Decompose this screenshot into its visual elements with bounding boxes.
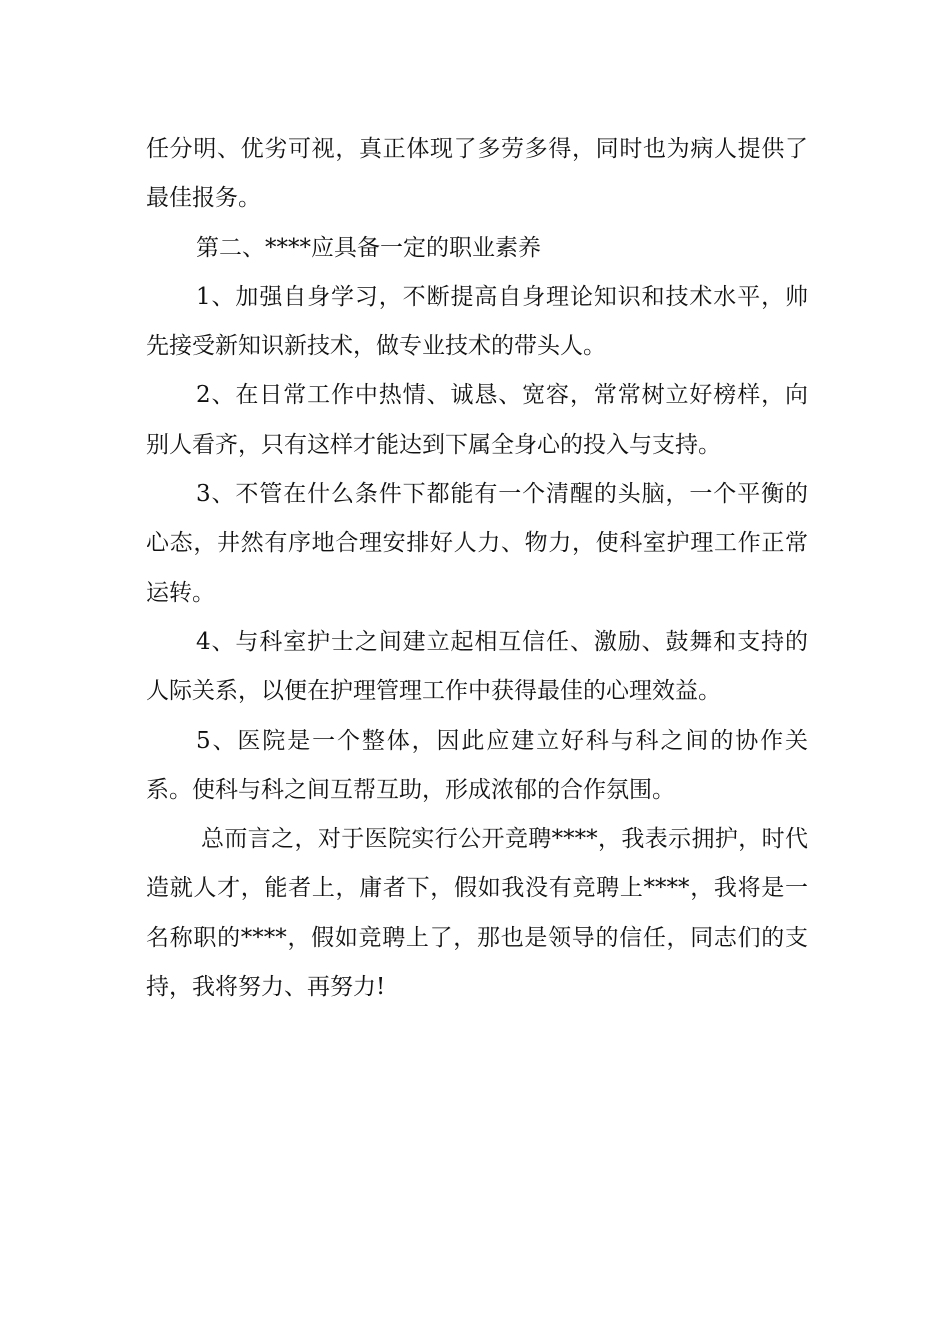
list-item-3: 3、不管在什么条件下都能有一个清醒的头脑，一个平衡的心态，井然有序地合理安排好人力、物力，使科室护理工作正常运转。 xyxy=(146,481,808,606)
section-heading: 第二、****应具备一定的职业素养 xyxy=(196,234,541,261)
document-body xyxy=(146,125,808,1012)
list-item-1: 1、加强自身学习，不断提高自身理论知识和技术水平，帅先接受新知识新技术，做专业技术的带头人。 xyxy=(146,283,808,360)
list-item-4: 4、与科室护士之间建立起相互信任、激励、鼓舞和支持的人际关系，以便在护理管理工作中获得最佳的心理效益。 xyxy=(146,628,808,705)
list-item-5: 5、医院是一个整体，因此应建立好科与科之间的协作关系。使科与科之间互帮互助，形成浓郁的合作氛围。 xyxy=(146,727,808,803)
list-item-2: 2、在日常工作中热情、诚恳、宽容，常常树立好榜样，向别人看齐，只有这样才能达到下属全身心的投入与支持。 xyxy=(146,382,808,458)
paragraph-continuation: 任分明、优劣可视，真正体现了多劳多得，同时也为病人提供了最佳报务。 xyxy=(146,136,808,212)
conclusion-paragraph: 总而言之，对于医院实行公开竞聘****，我表示拥护，时代造就人才，能者上，庸者下，假如我没有竞聘上****，我将是一名称职的****，假如竞聘上了，那也是领导的信任，同志们的支持，我将努力、再努力! xyxy=(146,826,808,1001)
